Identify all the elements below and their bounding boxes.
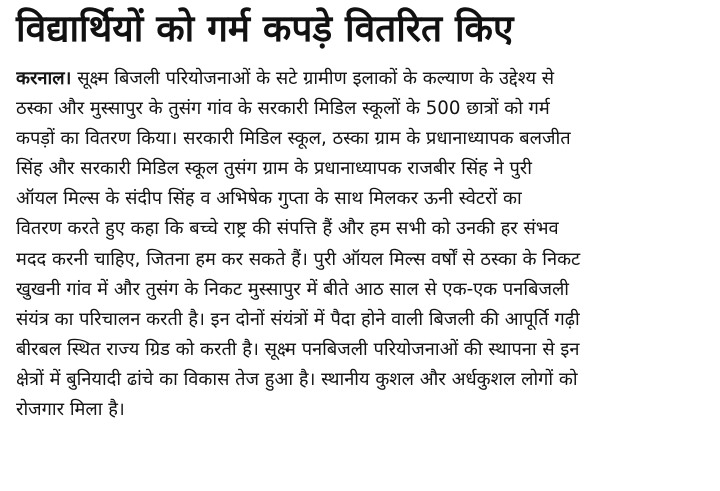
article-line-7: मदद करनी चाहिए, जितना हम कर सकते हैं। पुरी ऑयल मिल्स वर्षों से ठस्का के निकट [16, 248, 581, 270]
article-line-12: रोजगार मिला है। [16, 399, 125, 421]
article-line-10: बीरबल स्थित राज्य ग्रिड को करती है। सूक्ष्म पनबिजली परियोजनाओं की स्थापना से इन [16, 338, 580, 360]
article-line-2: ठस्का और मुस्सापुर के तुसंग गांव के सरकारी मिडिल स्कूलों के 500 छात्रों को गर्म [16, 98, 550, 120]
article-line-11: क्षेत्रों में बुनियादी ढांचे का विकास तेज हुआ है। स्थानीय कुशल और अर्धकुशल लोगों को [16, 368, 578, 390]
article-headline: विद्यार्थियों को गर्म कपड़े वितरित किए [16, 7, 514, 50]
article-line-1 [16, 64, 710, 94]
article-line-6: वितरण करते हुए कहा कि बच्चे राष्ट्र की संपत्ति हैं और हम सभी को उनकी हर संभव [16, 218, 559, 240]
article-line-5: ऑयल मिल्स के संदीप सिंह व अभिषेक गुप्ता के साथ मिलकर ऊनी स्वेटरों का [16, 188, 522, 210]
article-line-9: संयंत्र का परिचालन करती है। इन दोनों संयंत्रों में पैदा होने वाली बिजली की आपूर्ति गढ़ी [16, 308, 580, 330]
article-dateline: करनाल। [16, 68, 72, 89]
article-line-4: सिंह और सरकारी मिडिल स्कूल तुसंग ग्राम के प्रधानाध्यापक राजबीर सिंह ने पुरी [16, 158, 532, 180]
article-line-3: कपड़ों का वितरण किया। सरकारी मिडिल स्कूल, ठस्का ग्राम के प्रधानाध्यापक बलजीत [16, 128, 571, 150]
article-line-8: खुखनी गांव में और तुसंग के निकट मुस्सापुर में बीते आठ साल से एक-एक पनबिजली [16, 278, 569, 300]
article-line-1-text: सूक्ष्म बिजली परियोजनाओं के सटे ग्रामीण इलाकों के कल्याण के उद्देश्य से [71, 68, 555, 89]
article-body [16, 64, 710, 425]
